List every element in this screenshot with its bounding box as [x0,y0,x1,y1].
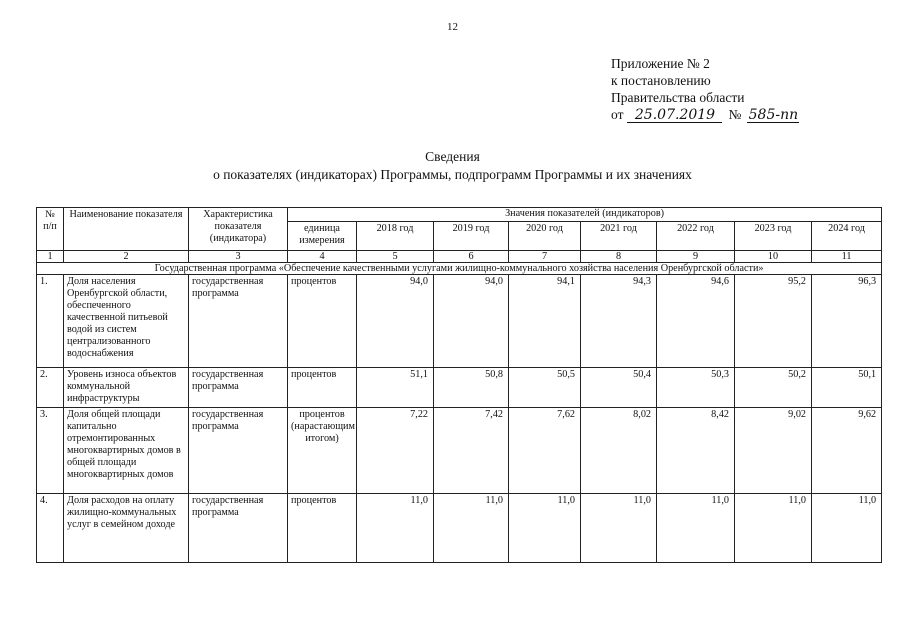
row-value: 7,22 [357,408,434,494]
row-value: 50,1 [812,368,882,408]
header-name: Наименование показателя [64,208,189,251]
row-name: Доля общей площади капитально отремонтированных многоквартирных домов в общей площади многоквартирных домов [64,408,189,494]
row-value: 8,02 [581,408,657,494]
column-number: 9 [657,251,735,263]
row-unit: процентов (нарастающим итогом) [288,408,357,494]
column-number: 2 [64,251,189,263]
row-value: 94,6 [657,275,735,368]
document-title: Сведения [425,149,480,164]
row-value: 94,3 [581,275,657,368]
row-value: 94,0 [434,275,509,368]
row-value: 9,62 [812,408,882,494]
row-value: 11,0 [581,494,657,563]
row-value: 8,42 [657,408,735,494]
appendix-authority: Правительства области [611,90,745,105]
date-prefix: от [611,107,624,122]
row-value: 50,5 [509,368,581,408]
row-unit: процентов [288,494,357,563]
document-subtitle: о показателях (индикаторах) Программы, подпрограмм Программы и их значениях [213,167,692,182]
page-number: 12 [447,21,458,33]
row-name: Доля населения Оренбургской области, обеспеченного качественной питьевой водой из систем централизованного водоснабжения [64,275,189,368]
table-row [37,408,882,494]
row-value: 7,62 [509,408,581,494]
column-number: 11 [812,251,882,263]
row-characteristic: государственная программа [189,494,288,563]
column-number: 6 [434,251,509,263]
column-number: 3 [189,251,288,263]
header-unit: единица измерения [288,222,357,251]
row-value: 50,4 [581,368,657,408]
header-year: 2020 год [509,222,581,251]
row-value: 11,0 [735,494,812,563]
column-number: 4 [288,251,357,263]
table-row [37,275,882,368]
handwritten-number: 585-пп [748,107,799,123]
column-number: 8 [581,251,657,263]
header-year: 2021 год [581,222,657,251]
row-unit: процентов [288,368,357,408]
row-num: 1. [37,275,64,368]
program-section-row: Государственная программа «Обеспечение качественными услугами жилищно-коммунального хозяйства населения Оренбургской области» [37,263,882,275]
handwritten-date: 25.07.2019 [627,109,722,123]
row-value: 96,3 [812,275,882,368]
number-prefix: № [728,107,742,122]
header-year: 2023 год [735,222,812,251]
row-name: Доля расходов на оплату жилищно-коммунальных услуг в семейном доходе [64,494,189,563]
column-number: 5 [357,251,434,263]
appendix-block [611,55,799,123]
indicators-table [36,207,882,563]
column-number: 7 [509,251,581,263]
row-name: Уровень износа объектов коммунальной инфраструктуры [64,368,189,408]
header-year: 2018 год [357,222,434,251]
row-characteristic: государственная программа [189,368,288,408]
row-value: 11,0 [657,494,735,563]
header-year: 2022 год [657,222,735,251]
row-value: 94,0 [357,275,434,368]
row-value: 11,0 [812,494,882,563]
row-value: 50,3 [657,368,735,408]
row-characteristic: государственная программа [189,275,288,368]
appendix-title: Приложение № 2 [611,56,710,71]
row-value: 95,2 [735,275,812,368]
row-value: 7,42 [434,408,509,494]
row-value: 51,1 [357,368,434,408]
header-values-group: Значения показателей (индикаторов) [288,208,882,222]
row-value: 11,0 [434,494,509,563]
row-value: 94,1 [509,275,581,368]
row-num: 3. [37,408,64,494]
header-year: 2019 год [434,222,509,251]
table-row [37,368,882,408]
header-num: № п/п [37,208,64,251]
row-characteristic: государственная программа [189,408,288,494]
row-value: 11,0 [357,494,434,563]
appendix-date-line [611,106,799,123]
header-year: 2024 год [812,222,882,251]
row-value: 11,0 [509,494,581,563]
row-value: 50,8 [434,368,509,408]
row-num: 2. [37,368,64,408]
row-value: 9,02 [735,408,812,494]
column-number: 10 [735,251,812,263]
header-characteristic: Характеристика показателя (индикатора) [189,208,288,251]
row-value: 50,2 [735,368,812,408]
row-num: 4. [37,494,64,563]
appendix-decree: к постановлению [611,73,711,88]
row-unit: процентов [288,275,357,368]
table-row [37,494,882,563]
column-number: 1 [37,251,64,263]
